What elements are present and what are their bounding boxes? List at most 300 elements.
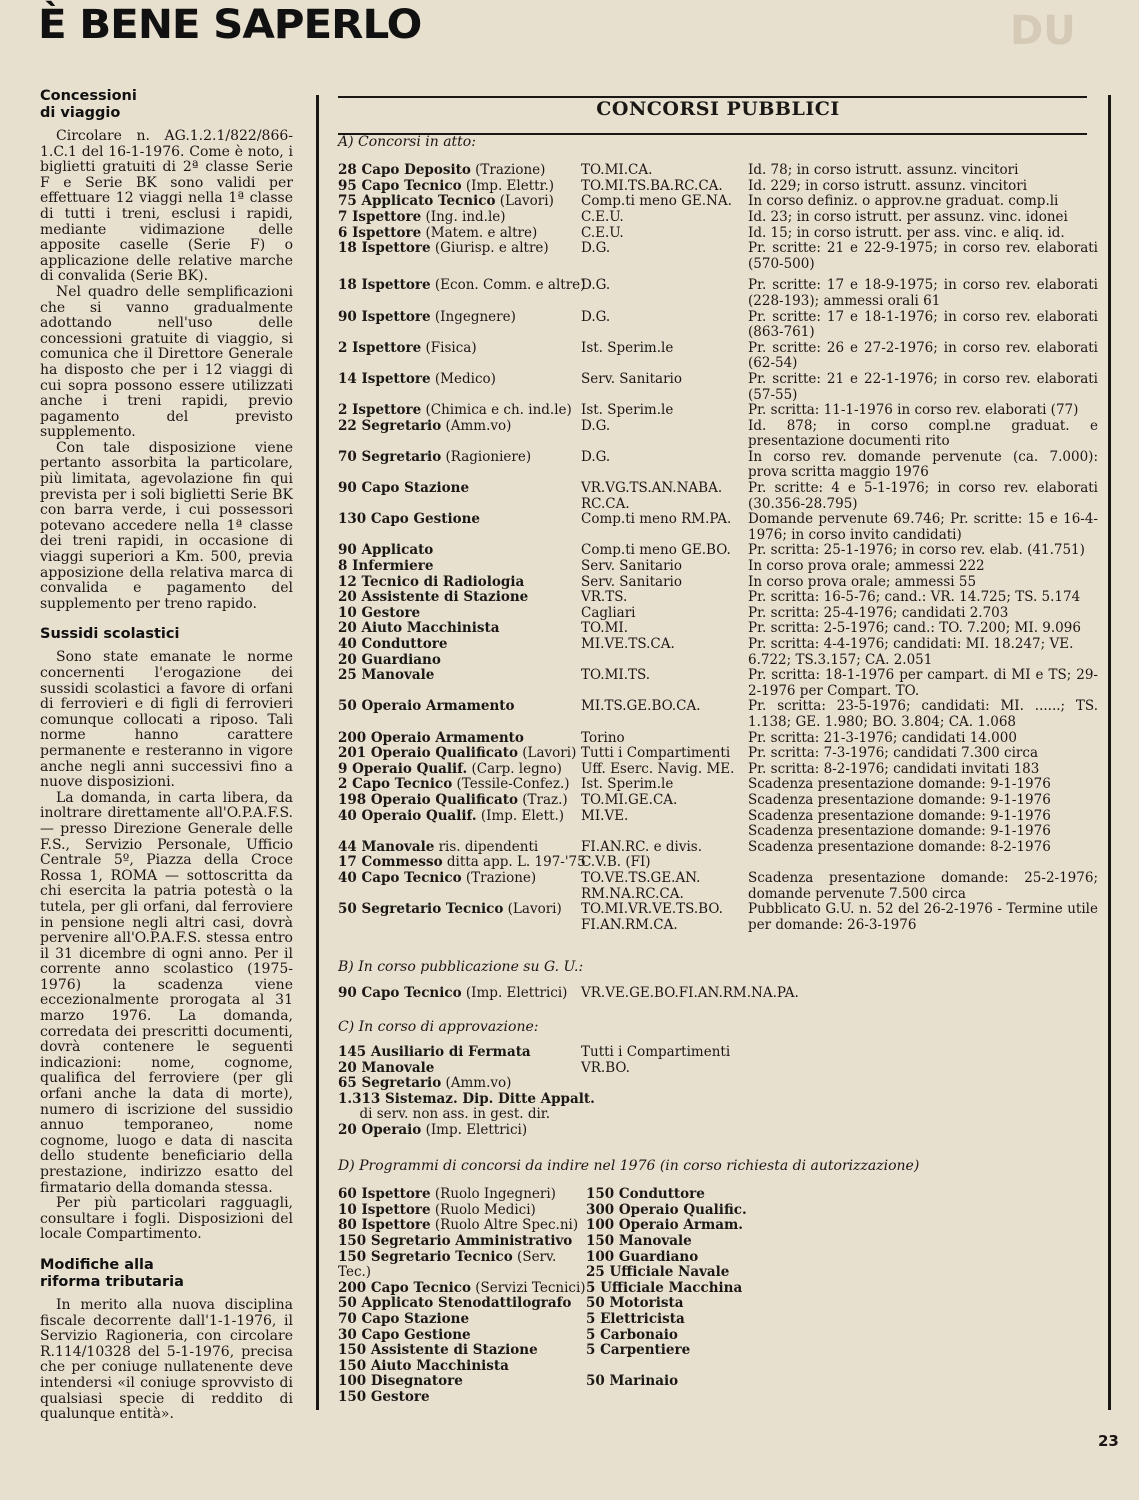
position-cell — [338, 668, 581, 699]
position-cell — [338, 1076, 581, 1092]
location-cell: Uff. Eserc. Navig. ME. — [581, 760, 735, 777]
position-cell — [338, 341, 581, 372]
concorso-row — [338, 543, 1098, 559]
position-spec: (Econ. Comm. e altre) — [430, 277, 586, 294]
position-name: 20 Assistente di Stazione — [338, 589, 529, 606]
position-cell — [338, 621, 581, 637]
position-name: 90 Ispettore — [338, 308, 431, 325]
program-item — [338, 1328, 586, 1344]
location-cell: Tutti i Compartimenti — [581, 1044, 731, 1061]
concorso-row — [338, 637, 1098, 653]
position-name: 25 Manovale — [338, 667, 435, 684]
section-b-location: VR.VE.GE.BO.FI.AN.RM.NA.PA. — [581, 984, 799, 1001]
section-b-label: B) In corso pubblicazione su G. U.: — [338, 959, 584, 976]
location-cell: Ist. Sperim.le — [581, 339, 674, 356]
location-cell: Ist. Sperim.le — [581, 776, 674, 793]
position-spec: (Ingegnere) — [430, 308, 516, 325]
location-cell: Serv. Sanitario — [581, 370, 682, 387]
position-cell — [338, 481, 581, 512]
program-item — [338, 1250, 586, 1281]
status-cell: Id. 878; in corso compl.ne graduat. e presentazione documenti rito — [748, 417, 1098, 450]
concorso-row — [338, 621, 1098, 637]
status-cell: Pr. scritta: 23-5-1976; candidati: MI. ......; TS. 1.138; GE. 1.980; BO. 3.804; CA. 1.068 — [748, 698, 1098, 730]
position-cell — [338, 793, 581, 809]
concorso-row — [338, 1107, 1098, 1123]
location-cell — [581, 1123, 748, 1139]
status-cell — [748, 855, 1098, 871]
program-position: 150 Assistente di Stazione — [338, 1342, 538, 1359]
location-cell: MI.TS.GE.BO.CA. — [581, 698, 701, 715]
position-name: 130 Capo Gestione — [338, 511, 481, 528]
position-cell — [338, 606, 581, 622]
status-cell: Scadenza presentazione domande: 9-1-1976 — [748, 807, 1051, 824]
position-name: 50 Operaio Armamento — [338, 698, 515, 715]
concorso-row — [338, 793, 1098, 809]
position-cell — [338, 1123, 581, 1139]
position-name: 145 Ausiliario di Fermata — [338, 1044, 531, 1061]
position-spec: ditta app. L. 197-'75 — [442, 854, 586, 871]
program-item — [338, 1296, 586, 1312]
position-cell — [338, 543, 581, 559]
section-heading: Sussidi scolastici — [40, 626, 180, 643]
position-cell — [338, 762, 581, 778]
status-cell: Pr. scritte: 26 e 27-2-1976; in corso rev. elaborati (62-54) — [748, 339, 1098, 372]
location-cell: VR.VG.TS.AN.NABA. RC.CA. — [581, 480, 723, 512]
concorso-row — [338, 341, 1098, 372]
concorso-row — [338, 575, 1098, 591]
status-cell: Id. 78; in corso istrutt. assunz. vincitori — [748, 162, 1019, 179]
position-cell — [338, 575, 581, 591]
location-cell — [581, 824, 748, 840]
position-name: 65 Segretario — [338, 1075, 442, 1092]
status-cell: Pr. scritta: 16-5-76; cand.: VR. 14.725; TS. 5.174 — [748, 589, 1081, 606]
concorso-row — [338, 653, 1098, 669]
position-name: 44 Manovale — [338, 838, 435, 855]
concorso-row — [338, 512, 1098, 543]
program-item: 5 Carpentiere — [586, 1342, 691, 1359]
position-spec: ris. dipendenti — [434, 838, 539, 855]
position-spec: (Ragioniere) — [441, 448, 532, 465]
location-cell: Cagliari — [581, 604, 636, 621]
position-name: 50 Segretario Tecnico — [338, 901, 504, 918]
position-cell — [338, 1061, 581, 1077]
program-position: 150 Gestore — [338, 1388, 430, 1405]
page-header-title: È BENE SAPERLO — [38, 2, 422, 48]
position-spec: (Lavori) — [517, 745, 577, 762]
position-name: 18 Ispettore — [338, 277, 431, 294]
concorsi-column — [338, 96, 1098, 1406]
location-cell: Tutti i Compartimenti — [581, 745, 731, 762]
position-name: 201 Operaio Qualificato — [338, 745, 518, 762]
status-cell: Pr. scritta: 7-3-1976; candidati 7.300 circa — [748, 745, 1038, 762]
status-cell: Id. 229; in corso istrutt. assunz. vincitori — [748, 177, 1028, 194]
program-position: 30 Capo Gestione — [338, 1326, 471, 1343]
location-cell: Serv. Sanitario — [581, 558, 682, 575]
status-cell: Pr. scritte: 21 e 22-9-1975; in corso rev. elaborati (570-500) — [748, 240, 1098, 272]
position-cell — [338, 871, 581, 902]
section-heading: Concessioni di viaggio — [40, 88, 137, 121]
program-position: 50 Applicato Stenodattilografo — [338, 1295, 572, 1312]
location-cell: FI.AN.RC. e divis. — [581, 838, 702, 855]
ghost-header-text: DU — [1010, 8, 1076, 54]
section-heading: Modifiche alla riforma tributaria — [40, 1256, 184, 1290]
position-cell — [338, 731, 581, 747]
concorso-row — [338, 1092, 1098, 1108]
program-position: 150 Segretario Tecnico — [338, 1248, 513, 1265]
status-cell: In corso prova orale; ammessi 222 — [748, 558, 985, 575]
position-name: 20 Guardiano — [338, 651, 441, 668]
concorso-row — [338, 668, 1098, 699]
program-spec: (Serv. Tec.) — [338, 1248, 557, 1281]
position-name: 90 Capo Stazione — [338, 480, 470, 497]
position-cell — [338, 653, 581, 669]
left-section — [40, 88, 293, 612]
location-cell — [581, 1076, 748, 1092]
concorso-row — [338, 226, 1098, 242]
status-cell: Pr. scritta: 25-4-1976; candidati 2.703 — [748, 604, 1009, 621]
position-cell — [338, 902, 581, 933]
position-cell — [338, 637, 581, 653]
position-name: 40 Conduttore — [338, 636, 448, 652]
status-cell: Id. 15; in corso istrutt. per ass. vinc. e aliq. id. — [748, 224, 1065, 241]
location-cell: D.G. — [581, 308, 611, 325]
program-position: 100 Disegnatore — [338, 1373, 463, 1390]
concorso-row — [338, 1123, 1098, 1139]
position-cell — [338, 559, 581, 575]
location-cell — [581, 1107, 748, 1123]
position-name: 9 Operaio Qualif. — [338, 760, 468, 777]
program-position: 150 Aiuto Macchinista — [338, 1357, 509, 1374]
location-cell: VR.TS. — [581, 589, 628, 606]
concorso-row — [338, 590, 1098, 606]
body-paragraph: Circolare n. AG.1.2.1/822/866-1.C.1 del 16-1-1976. Come è noto, i biglietti gratuiti di 2ª classe Serie F e Serie BK sono validi per effettuare 12 viaggi nella 1ª classe di tutti i treni, esclusi i rapidi, mediante vidimazione delle apposite caselle (Serie F) o applicazione delle relative marche di convalida (Serie BK). — [40, 128, 293, 285]
position-cell — [338, 241, 581, 272]
position-cell — [338, 854, 586, 871]
position-cell — [338, 419, 581, 450]
program-item — [338, 1374, 586, 1390]
position-name: 40 Capo Tecnico — [338, 869, 462, 886]
position-spec: (Medico) — [430, 370, 496, 387]
program-position: 10 Ispettore — [338, 1201, 431, 1218]
concorso-row — [338, 699, 1098, 730]
position-spec: (Imp. Elett.) — [476, 807, 565, 824]
section-a-label: A) Concorsi in atto: — [338, 133, 476, 150]
location-cell: D.G. — [581, 277, 611, 294]
position-name: 2 Capo Tecnico — [338, 776, 453, 793]
status-cell: Pr. scritta: 21-3-1976; candidati 14.000 — [748, 729, 1017, 746]
left-column — [40, 88, 293, 1423]
position-cell — [338, 163, 581, 179]
position-spec: di serv. non ass. in gest. dir. — [338, 1106, 551, 1123]
section-d-lists — [338, 1187, 1098, 1405]
status-cell: Pr. scritta: 25-1-1976; in corso rev. elab. (41.751) — [748, 542, 1085, 559]
concorso-row — [338, 762, 1098, 778]
position-spec: (Amm.vo) — [441, 1075, 512, 1092]
position-name: 2 Ispettore — [338, 339, 422, 356]
location-cell: C.E.U. — [581, 208, 624, 225]
location-cell: Comp.ti meno GE.BO. — [581, 542, 731, 559]
section-d-col1 — [338, 1187, 586, 1405]
program-item — [338, 1359, 586, 1375]
program-spec: (Ruolo Altre Spec.ni) — [430, 1217, 579, 1234]
position-name: 70 Segretario — [338, 448, 442, 465]
program-position: 60 Ispettore — [338, 1186, 431, 1203]
position-spec: (Lavori) — [495, 193, 554, 210]
program-item: 50 Marinaio — [586, 1373, 679, 1390]
body-paragraph: Con tale disposizione viene pertanto assorbita la particolare, più limitata, agevolazione fin qui prevista per i soli biglietti Serie BK con barra verde, i cui possessori potevano accedere nella 1ª classe dei treni rapidi, in occasione di viaggi superiori a Km. 500, previa apposizione della relativa marca di convalida e pagamento del supplemento per treno rapido. — [40, 439, 293, 612]
program-item — [338, 1390, 586, 1406]
position-name: 20 Aiuto Macchinista — [338, 620, 500, 637]
position-name: 22 Segretario — [338, 417, 442, 434]
concorso-row — [338, 241, 1098, 272]
location-cell: TO.MI.TS.BA.RC.CA. — [581, 177, 723, 194]
location-cell: D.G. — [581, 417, 611, 434]
concorso-row — [338, 403, 1098, 419]
position-cell — [338, 403, 581, 419]
program-spec: (Ruolo Ingegneri) — [430, 1186, 556, 1203]
status-cell: Pr. scritte: 21 e 22-1-1976; in corso rev. elaborati (57-55) — [748, 370, 1098, 403]
position-cell — [338, 310, 581, 341]
position-name: 28 Capo Deposito — [338, 162, 471, 179]
concorso-row — [338, 731, 1098, 747]
position-name: 198 Operaio Qualificato — [338, 791, 518, 808]
position-cell — [338, 179, 581, 195]
position-spec: (Traz.) — [517, 791, 568, 808]
concorso-row — [338, 481, 1098, 512]
concorso-row — [338, 1061, 1098, 1077]
program-item: 300 Operaio Qualific. — [586, 1201, 747, 1218]
concorso-row — [338, 372, 1098, 403]
position-name: 200 Operaio Armamento — [338, 729, 524, 746]
section-d-label: D) Programmi di concorsi da indire nel 1976 (in corso richiesta di autorizzazione) — [338, 1157, 920, 1174]
program-item — [338, 1218, 586, 1234]
concorso-row — [338, 871, 1098, 902]
position-spec: (Imp. Elettrici) — [421, 1122, 528, 1139]
status-cell: Pr. scritte: 17 e 18-9-1975; in corso rev. elaborati (228-193); ammessi orali 61 — [748, 277, 1098, 309]
position-cell — [338, 840, 581, 856]
position-name: 20 Manovale — [338, 1059, 435, 1076]
body-paragraph: La domanda, in carta libera, da inoltrare direttamente all'O.P.A.F.S. — presso Direzione Generale delle F.S., Servizio Personale, Ufficio Centrale 5º, Piazza della Croce Rossa 1, ROMA — sottoscritta da chi esercita la patria potestà o la tutela, per gli orfani, dal ferroviere in pensione negli altri casi, dovrà pervenire all'O.P.A.F.S. stessa entro il 31 dicembre di ogni anno. Per il corrente anno scolastico (1975-1976) la scadenza viene eccezionalmente prorogata al 31 marzo 1976. La domanda, corredata dei prescritti documenti, dovrà contenere le seguenti indicazioni: nome, cognome, qualifica del ferroviere (per gli orfani anche la data di morte), numero di iscrizione del sussidio annuo temporaneo, nome cognome, luogo e data di nascita dello studente beneficiario della prestazione, indirizzo esatto del firmatario della domanda stessa. — [40, 789, 293, 1196]
position-spec: (Giurisp. e altre) — [430, 240, 549, 257]
position-name: 6 Ispettore — [338, 224, 422, 241]
section-b-row — [338, 986, 1098, 1002]
position-cell — [338, 210, 581, 226]
position-name: 12 Tecnico di Radiologia — [338, 573, 525, 590]
position-cell — [338, 226, 581, 242]
left-section — [40, 1257, 293, 1423]
position-name: 7 Ispettore — [338, 208, 422, 225]
position-cell — [338, 1090, 595, 1108]
location-cell: Torino — [581, 729, 625, 746]
section-c-table — [338, 1045, 1098, 1139]
program-item: 100 Guardiano — [586, 1248, 699, 1265]
position-name: 10 Gestore — [338, 604, 421, 621]
position-cell — [338, 450, 581, 481]
location-cell: C.E.U. — [581, 224, 624, 241]
position-spec: (Carp. legno) — [467, 760, 562, 777]
position-spec: (Fisica) — [421, 339, 477, 356]
body-paragraph: Nel quadro delle semplificazioni che si vanno gradualmente adottando nell'uso delle concessioni gratuite di viaggio, si comunica che il Direttore Generale ha disposto che per i 12 viaggi di cui sopra possono essere utilizzati anche i treni rapidi, previo pagamento del previsto supplemento. — [40, 283, 293, 441]
program-item — [338, 1281, 586, 1297]
concorso-row — [338, 1076, 1098, 1092]
section-b-position: 90 Capo Tecnico — [338, 984, 462, 1001]
location-cell: Ist. Sperim.le — [581, 402, 674, 419]
program-item: 5 Elettricista — [586, 1310, 685, 1327]
program-item — [338, 1203, 586, 1219]
location-cell: D.G. — [581, 448, 611, 465]
section-d-col2 — [586, 1187, 836, 1390]
status-cell: Scadenza presentazione domande: 9-1-1976 — [748, 823, 1051, 840]
concorso-row — [338, 450, 1098, 481]
location-cell: C.V.B. (FI) — [581, 854, 651, 871]
program-item: 5 Carbonaio — [586, 1326, 678, 1343]
status-cell: Pr. scritta: 2-5-1976; cand.: TO. 7.200; MI. 9.096 — [748, 620, 1081, 637]
program-position: 80 Ispettore — [338, 1217, 431, 1234]
location-cell: TO.MI.TS. — [581, 667, 651, 684]
status-cell: Pr. scritta: 8-2-1976; candidati invitati 183 — [748, 760, 1040, 777]
concorsi-title: CONCORSI PUBBLICI — [596, 98, 840, 120]
status-cell: In corso rev. domande pervenute (ca. 7.000): prova scritta maggio 1976 — [748, 448, 1098, 481]
position-cell — [338, 1107, 581, 1123]
location-cell: TO.VE.TS.GE.AN. RM.NA.RC.CA. — [581, 869, 701, 902]
concorso-row — [338, 809, 1098, 825]
status-cell: Id. 23; in corso istrutt. per assunz. vinc. idonei — [748, 208, 1068, 225]
position-spec: (Amm.vo) — [441, 417, 512, 434]
status-cell: In corso definiz. o approv.ne graduat. comp.li — [748, 193, 1059, 210]
concorso-row — [338, 1045, 1098, 1061]
program-item — [586, 1359, 836, 1375]
status-cell: Scadenza presentazione domande: 8-2-1976 — [748, 838, 1051, 855]
status-cell: Pr. scritta: 11-1-1976 in corso rev. elaborati (77) — [748, 402, 1079, 419]
body-paragraph: In merito alla nuova disciplina fiscale decorrente dall'1-1-1976, il Servizio Ragioneria, con circolare R.114/10328 del 5-1-1976, precisa che per coniuge nullatenente deve intendersi «il coniuge sprovvisto di qualsiasi specie di reddito di qualunque entità». — [40, 1296, 293, 1423]
location-cell: Comp.ti meno GE.NA. — [581, 193, 732, 210]
position-name: 90 Applicato — [338, 542, 434, 559]
concorso-row — [338, 419, 1098, 450]
position-name: 40 Operaio Qualif. — [338, 807, 477, 824]
position-name: 18 Ispettore — [338, 240, 431, 257]
location-cell: TO.MI. — [581, 620, 629, 637]
concorso-row — [338, 777, 1098, 793]
program-position: 200 Capo Tecnico — [338, 1279, 471, 1296]
concorso-row — [338, 194, 1098, 210]
location-cell: TO.MI.VR.VE.TS.BO. FI.AN.RM.CA. — [581, 901, 723, 933]
position-spec: (Matem. e altre) — [421, 224, 538, 241]
position-spec: (Imp. Elettr.) — [461, 177, 555, 194]
concorso-row — [338, 606, 1098, 622]
program-position: 70 Capo Stazione — [338, 1310, 470, 1327]
position-spec: (Trazione) — [470, 162, 546, 179]
status-cell: Pubblicato G.U. n. 52 del 26-2-1976 - Termine utile per domande: 26-3-1976 — [748, 901, 1098, 933]
section-a-table — [338, 163, 1098, 933]
location-cell: Serv. Sanitario — [581, 573, 682, 590]
location-cell: Comp.ti meno RM.PA. — [581, 511, 732, 528]
program-item: 150 Conduttore — [586, 1186, 705, 1203]
location-cell: D.G. — [581, 240, 611, 257]
program-item: 100 Operaio Armam. — [586, 1217, 743, 1234]
status-cell: Scadenza presentazione domande: 9-1-1976 — [748, 776, 1051, 793]
location-cell: MI.VE. — [581, 807, 629, 824]
concorso-row — [338, 746, 1098, 762]
status-cell: Domande pervenute 69.746; Pr. scritte: 15 e 16-4-1976; in corso invito candidati) — [748, 511, 1098, 543]
position-cell — [338, 809, 581, 825]
program-item — [338, 1343, 586, 1359]
program-spec: (Servizi Tecnici) — [471, 1279, 586, 1296]
position-name: 17 Commesso — [338, 854, 443, 871]
concorso-row — [338, 310, 1098, 341]
position-spec: (Trazione) — [461, 869, 537, 886]
program-item — [338, 1312, 586, 1328]
position-name: 8 Infermiere — [338, 558, 434, 575]
position-cell — [338, 1045, 581, 1061]
concorso-row — [338, 278, 1098, 309]
concorso-row — [338, 824, 1098, 840]
program-item: 150 Manovale — [586, 1233, 692, 1249]
position-spec: (Lavori) — [503, 901, 562, 918]
location-cell: MI.VE.TS.CA. — [581, 636, 675, 652]
concorso-row — [338, 855, 1098, 871]
location-cell: TO.MI.GE.CA. — [581, 791, 678, 808]
position-name: 1.313 Sistemaz. Dip. Ditte Appalt. — [338, 1090, 595, 1107]
body-paragraph: Sono state emanate le norme concernenti l'erogazione dei sussidi scolastici a favore di orfani di ferrovieri e di figli di ferrovieri comunque collocati a riposo. Tali norme hanno carattere permanente e resteranno in vigore anche negli anni successivi fino a nuove disposizioni. — [40, 649, 293, 791]
status-cell: Scadenza presentazione domande: 9-1-1976 — [748, 791, 1051, 808]
vertical-rule-right — [1108, 95, 1111, 1410]
left-section — [40, 626, 293, 1243]
position-spec: (Chimica e ch. ind.le) — [421, 402, 572, 419]
position-name: 75 Applicato Tecnico — [338, 193, 496, 210]
concorso-row — [338, 210, 1098, 226]
location-cell — [581, 1092, 748, 1108]
position-name: 20 Operaio — [338, 1122, 422, 1139]
status-cell: Pr. scritte: 4 e 5-1-1976; in corso rev. elaborati (30.356-28.795) — [748, 480, 1098, 512]
program-item: 25 Ufficiale Navale — [586, 1264, 730, 1281]
position-cell — [338, 777, 581, 793]
section-b-spec: (Imp. Elettrici) — [461, 984, 568, 1001]
position-cell — [338, 194, 581, 210]
program-item: 5 Ufficiale Macchina — [586, 1279, 743, 1296]
position-cell — [338, 746, 581, 762]
status-cell: Scadenza presentazione domande: 25-2-1976; domande pervenute 7.500 circa — [748, 869, 1098, 902]
location-cell: VR.BO. — [581, 1059, 630, 1076]
position-name: 14 Ispettore — [338, 370, 431, 387]
position-name: 95 Capo Tecnico — [338, 177, 462, 194]
program-item — [338, 1234, 586, 1250]
vertical-rule-left — [316, 95, 319, 1410]
program-item — [338, 1187, 586, 1203]
status-cell: In corso prova orale; ammessi 55 — [748, 573, 977, 590]
position-cell — [338, 824, 581, 840]
status-cell: Pr. scritta: 4-4-1976; candidati: MI. 18.247; VE. — [748, 636, 1074, 652]
status-cell: 6.722; TS.3.157; CA. 2.051 — [748, 651, 933, 668]
position-cell — [338, 372, 581, 403]
position-cell — [338, 277, 586, 309]
program-item: 50 Motorista — [586, 1295, 684, 1312]
concorso-row — [338, 179, 1098, 195]
concorso-row — [338, 559, 1098, 575]
position-spec: (Tessile-Confez.) — [452, 776, 570, 793]
position-cell — [338, 590, 581, 606]
concorso-row — [338, 163, 1098, 179]
position-cell — [338, 512, 581, 543]
body-paragraph: Per più particolari ragguagli, consultare i fogli. Disposizioni del locale Compartimento. — [40, 1195, 293, 1243]
page-number: 23 — [1098, 1432, 1119, 1450]
status-cell: Pr. scritte: 17 e 18-1-1976; in corso rev. elaborati (863-761) — [748, 308, 1098, 341]
program-position: 150 Segretario Amministrativo — [338, 1233, 573, 1249]
location-cell — [581, 653, 748, 669]
location-cell: TO.MI.CA. — [581, 162, 653, 179]
position-name: 2 Ispettore — [338, 402, 422, 419]
position-cell — [338, 699, 581, 730]
position-spec: (Ing. ind.le) — [421, 208, 506, 225]
